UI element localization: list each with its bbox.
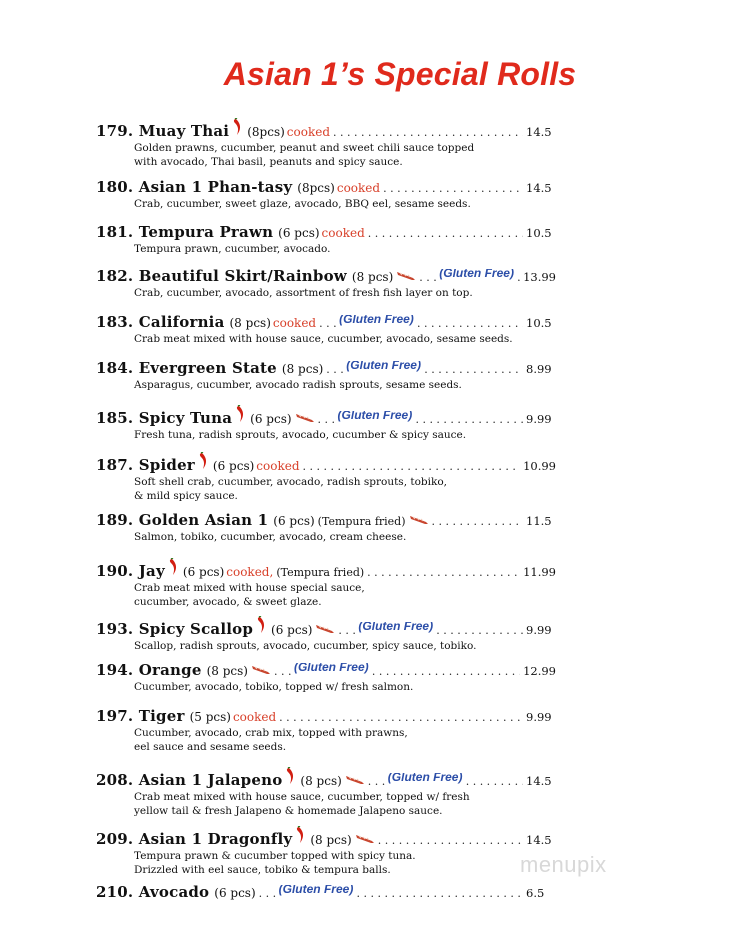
item-pieces: (8pcs) [247,125,285,139]
item-description [134,332,556,346]
item-description [134,726,556,754]
dot-leader [383,180,523,197]
dot-leader [378,832,523,849]
item-name: 184. Evergreen State [96,359,277,377]
dot-leader [326,361,523,378]
description-line: Crab meat mixed with house sauce, cucumber, topped w/ fresh [134,791,470,803]
gluten-free-label: . . . (Gluten Free) [386,773,465,786]
item-description [134,242,556,256]
description-line: Salmon, tobiko, cucumber, avocado, cream cheese. [134,531,407,543]
item-price: 14.5 [526,833,552,847]
description-line: Cucumber, avocado, tobiko, topped w/ fresh salmon. [134,681,414,693]
item-line [96,662,556,680]
item-description [134,141,556,169]
gluten-free-label: . . . (Gluten Free) [344,361,423,374]
item-line [96,405,556,428]
menu-item [96,268,556,300]
item-cooked: cooked [321,226,365,240]
item-name: 194. Orange [96,661,202,679]
item-description [134,849,556,877]
dot-leader [368,773,523,790]
item-description [134,197,556,211]
item-pieces: (8pcs) [297,181,335,195]
item-line [96,884,556,902]
gluten-free-label: . . . (Gluten Free) [337,315,416,328]
item-price: 9.99 [526,623,552,637]
description-line: Soft shell crab, cucumber, avocado, radish sprouts, tobiko, [134,476,448,488]
item-price: 13.99 [523,270,556,284]
chili-pepper-icon [232,118,242,141]
menu-item [96,360,556,392]
description-line: Crab meat mixed with house sauce, cucumber, avocado, sesame seeds. [134,333,513,345]
description-line: Drizzled with eel sauce, tobiko & tempura balls. [134,864,391,876]
menu-item [96,314,556,346]
raw-fish-icon [396,269,416,286]
item-pieces: (6 pcs) [271,623,313,637]
item-description [134,639,556,653]
item-name: 185. Spicy Tuna [96,409,233,427]
item-name: 197. Tiger [96,707,185,725]
item-line [96,118,556,141]
item-pieces: (8 pcs) [206,664,248,678]
item-cooked: cooked [336,181,381,195]
item-price: 10.5 [526,316,552,330]
dot-leader [333,124,523,141]
item-name: 180. Asian 1 Phan-tasy [96,178,293,196]
item-price: 14.5 [526,181,552,195]
item-name: 209. Asian 1 Dragonfly [96,830,293,848]
item-price: 9.99 [526,710,552,724]
gluten-free-label: . . . (Gluten Free) [336,411,415,424]
item-line [96,616,556,639]
item-pieces: (5 pcs) [189,710,231,724]
item-description [134,581,556,609]
item-line [96,314,556,332]
item-line [96,268,556,286]
item-pieces: (6 pcs) [278,226,320,240]
item-price: 9.99 [526,412,552,426]
item-description [134,428,556,442]
item-description [134,790,556,818]
description-line: Scallop, radish sprouts, avocado, cucumber, spicy sauce, tobiko. [134,640,477,652]
menu-item [96,405,556,442]
item-name: 193. Spicy Scallop [96,620,254,638]
dot-leader [259,885,523,902]
item-name: 208. Asian 1 Jalapeno [96,771,283,789]
item-name: 183. California [96,313,225,331]
item-price: 12.99 [523,664,556,678]
description-line: Crab meat mixed with house special sauce, [134,582,365,594]
item-price: 11.99 [523,565,556,579]
description-line: Fresh tuna, radish sprouts, avocado, cucumber & spicy sauce. [134,429,467,441]
dot-leader [279,709,523,726]
item-pieces: (8 pcs) [351,270,394,284]
item-pieces: (8 pcs) [300,774,342,788]
item-price: 11.5 [526,514,552,528]
item-line [96,224,556,242]
item-description [134,378,556,392]
description-line: with avocado, Thai basil, peanuts and spicy sauce. [134,156,403,168]
dot-leader [367,564,520,581]
menu-item [96,558,556,609]
item-name: 181. Tempura Prawn [96,223,274,241]
item-cooked: cooked [232,710,277,724]
item-name: 190. Jay [96,562,165,580]
menu-item [96,616,556,653]
item-description [134,475,556,503]
gluten-free-label: . . . (Gluten Free) [277,885,356,898]
dot-leader [368,225,523,242]
item-line [96,452,556,475]
menu-item [96,662,556,694]
item-name: 182. Beautiful Skirt/Rainbow [96,267,347,285]
menu-item [96,884,556,902]
item-line [96,708,556,726]
menu-item [96,452,556,503]
item-extra: (Tempura fried) [276,566,365,579]
item-name: 179. Muay Thai [96,122,230,140]
item-line [96,512,556,530]
description-line: Tempura prawn, cucumber, avocado. [134,243,331,255]
menu-item [96,118,556,169]
item-pieces: (6 pcs) [214,886,256,900]
raw-fish-icon [295,411,315,428]
dot-leader [419,269,520,286]
item-name: 187. Spider [96,456,195,474]
item-price: 14.5 [526,125,552,139]
item-pieces: (6 pcs) [273,514,315,528]
raw-fish-icon [345,773,365,790]
item-description [134,680,556,694]
menu-item [96,179,556,211]
page-title: Asian 1’s Special Rolls [223,56,577,92]
description-line: Asparagus, cucumber, avocado radish sprouts, sesame seeds. [134,379,462,391]
menu-item [96,826,556,877]
item-pieces: (8 pcs) [229,316,271,330]
item-pieces: (6 pcs) [182,565,225,579]
item-extra: (Tempura fried) [317,515,406,528]
raw-fish-icon [251,663,271,680]
item-cooked: cooked [272,316,317,330]
item-line [96,558,556,581]
item-cooked: cooked, [226,565,274,579]
description-line: yellow tail & fresh Jalapeno & homemade Jalapeno sauce. [134,805,443,817]
item-price: 14.5 [526,774,552,788]
item-pieces: (8 pcs) [310,833,352,847]
item-pieces: (6 pcs) [250,412,292,426]
description-line: eel sauce and sesame seeds. [134,741,287,753]
chili-pepper-icon [198,452,208,475]
chili-pepper-icon [285,767,295,790]
description-line: cucumber, avocado, & sweet glaze. [134,596,322,608]
chili-pepper-icon [168,558,178,581]
item-description [134,286,556,300]
dot-leader [319,315,523,332]
description-line: Cucumber, avocado, crab mix, topped with prawns, [134,727,408,739]
dot-leader [432,513,523,530]
watermark: menupix [520,852,607,877]
description-line: Golden prawns, cucumber, peanut and sweet chili sauce topped [134,142,475,154]
dot-leader [274,663,520,680]
item-line [96,767,556,790]
dot-leader [318,411,523,428]
item-cooked: cooked [286,125,331,139]
item-line [96,360,556,378]
raw-fish-icon [315,622,335,639]
menu-item [96,767,556,818]
item-name: 189. Golden Asian 1 [96,511,269,529]
item-line [96,826,556,849]
item-name: 210. Avocado [96,883,210,901]
raw-fish-icon [355,832,375,849]
item-price: 8.99 [526,362,552,376]
menu-item [96,708,556,754]
item-description [134,530,556,544]
chili-pepper-icon [256,616,266,639]
description-line: Crab, cucumber, sweet glaze, avocado, BBQ eel, sesame seeds. [134,198,471,210]
gluten-free-label: . . . (Gluten Free) [356,622,435,635]
description-line: Crab, cucumber, avocado, assortment of fresh fish layer on top. [134,287,473,299]
dot-leader [338,622,523,639]
item-line [96,179,556,197]
menu-item [96,512,556,544]
gluten-free-label: . . . (Gluten Free) [437,269,516,282]
item-price: 10.99 [523,459,556,473]
description-line: & mild spicy sauce. [134,490,238,502]
menu-item [96,224,556,256]
gluten-free-label: . . . (Gluten Free) [292,663,371,676]
item-price: 10.5 [526,226,552,240]
item-pieces: (6 pcs) [212,459,255,473]
item-cooked: cooked [256,459,300,473]
chili-pepper-icon [235,405,245,428]
raw-fish-icon [409,513,429,530]
item-price: 6.5 [526,886,545,900]
dot-leader [303,458,521,475]
chili-pepper-icon [295,826,305,849]
item-pieces: (8 pcs) [281,362,324,376]
description-line: Tempura prawn & cucumber topped with spicy tuna. [134,850,416,862]
